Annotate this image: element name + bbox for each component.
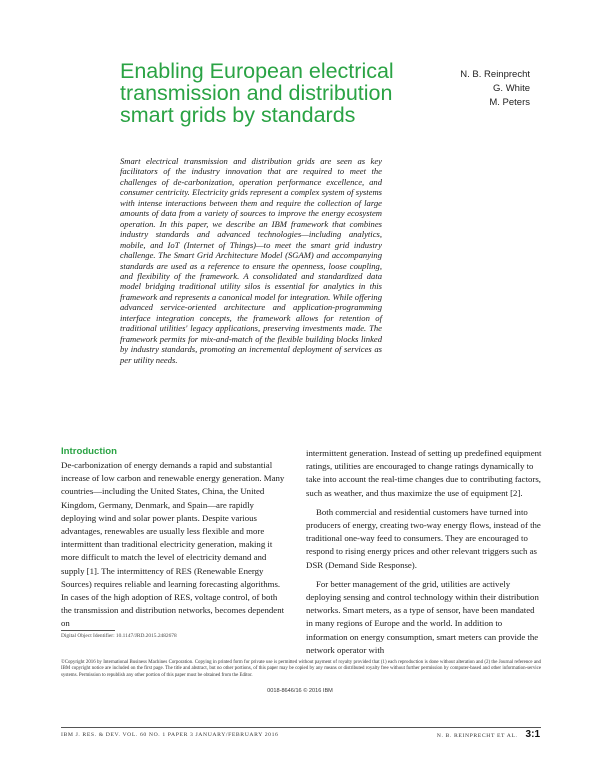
- body-paragraph: Both commercial and residential customers have turned into producers of energy, creating two-way energy flows, instead of the traditional one-way feed to consumers. They are encouraged to respond to rising energy prices and other relevant triggers such as DSR (Demand Side Response).: [306, 506, 541, 570]
- page-number: 3:1: [525, 729, 540, 740]
- author-name: N. B. Reinprecht: [460, 69, 530, 80]
- author-name: M. Peters: [489, 97, 530, 108]
- body-paragraph: intermittent generation. Instead of setting up predefined equipment ratings, utilities are encouraged to change ratings dynamically to take into account the real-time changes due to contributing factors, such as weather, and thus maximize the use of equipment [2].: [306, 448, 542, 498]
- footer-right-group: [437, 729, 540, 740]
- body-paragraph: For better management of the grid, utilities are actively deploying sensing and control technology within their distribution networks. Smart meters, as a type of sensor, have been mandated in many regions of Europe and the world. In addition to information on energy consumption, smart meters can provide the network operator with: [306, 578, 539, 655]
- issn-line: 0018-8646/16 © 2016 IBM: [267, 688, 333, 694]
- body-column-right: [306, 447, 542, 657]
- doi-identifier: Digital Object Identifier: 10.1147/JRD.2015.2482678: [61, 633, 177, 639]
- abstract: Smart electrical transmission and distribution grids are seen as key facilitators of the industry innovation that are required to meet the challenges of de-carbonization, operation performance excellence, and consumer centricity. Electricity grids represent a complex system of systems with intense interactions between them and require the collection of large amounts of data from a variety of sources to improve the energy ecosystem operation. In this paper, we describe an IBM framework that combines industry standards and advanced technologies—including analytics, mobile, and IoT (Internet of Things)—to meet the smart grid industry challenge. The Smart Grid Architecture Model (SGAM) and accompanying standards are used as a reference to ensure the openness, loose coupling, and flexibility of the framework. A consolidated and standardized data model bridging traditional utility silos is essential for analytics in this framework and represents a canonical model for integration. While offering advanced service-oriented architecture and application-programming interface integration concepts, the framework allows for retention of traditional utilities' legacy applications, preserving investments made. The framework permits for mix-and-match of the flexible building blocks linked by industry standards, promoting an incremental deployment of services as per utility needs.: [120, 156, 382, 365]
- running-authors: N. B. REINPRECHT ET AL.: [436, 733, 518, 739]
- footnote-divider: [61, 630, 115, 631]
- author-list: [460, 68, 530, 110]
- journal-citation: IBM J. RES. & DEV. VOL. 60 NO. 1 PAPER 3 JANUARY/FEBRUARY 2016: [61, 732, 279, 738]
- body-paragraph: De-carbonization of energy demands a rapid and substantial increase of low carbon and renewable energy generation. Many countries—including the United States, China, the United Kingdom, Germany, Denmark, and Spain—are rapidly deploying wind and solar power plants. Despite various advantages, renewables are usually less flexible and more intermittent than traditional electricity generation, making it more difficult to match the level of electricity demand and supply [1]. The intermittency of RES (Renewable Energy Sources) requires reliable and learning forecasting algorithms. In cases of the high adoption of RES, voltage control, of both the transmission and distribution networks, becomes dependent on: [61, 460, 285, 629]
- footer-divider: [61, 727, 541, 728]
- body-column-left: [61, 445, 289, 631]
- author-name: G. White: [493, 83, 530, 94]
- copyright-notice: ©Copyright 2016 by International Business Machines Corporation. Copying in printed form for private use is permitted without payment of royalty provided that (1) each reproduction is done without alteration and (2) the Journal reference and IBM copyright notice are included on the first page. The title and abstract, but no other portions, of this paper may be copied by any means or distributed royalty free without further permission by computer-based and other information-service systems. Permission to republish any other portion of this paper must be obtained from the Editor.: [61, 660, 541, 678]
- paper-title: Enabling European electrical transmission and distribution smart grids by standards: [120, 59, 394, 127]
- section-heading-introduction: Introduction: [61, 446, 117, 457]
